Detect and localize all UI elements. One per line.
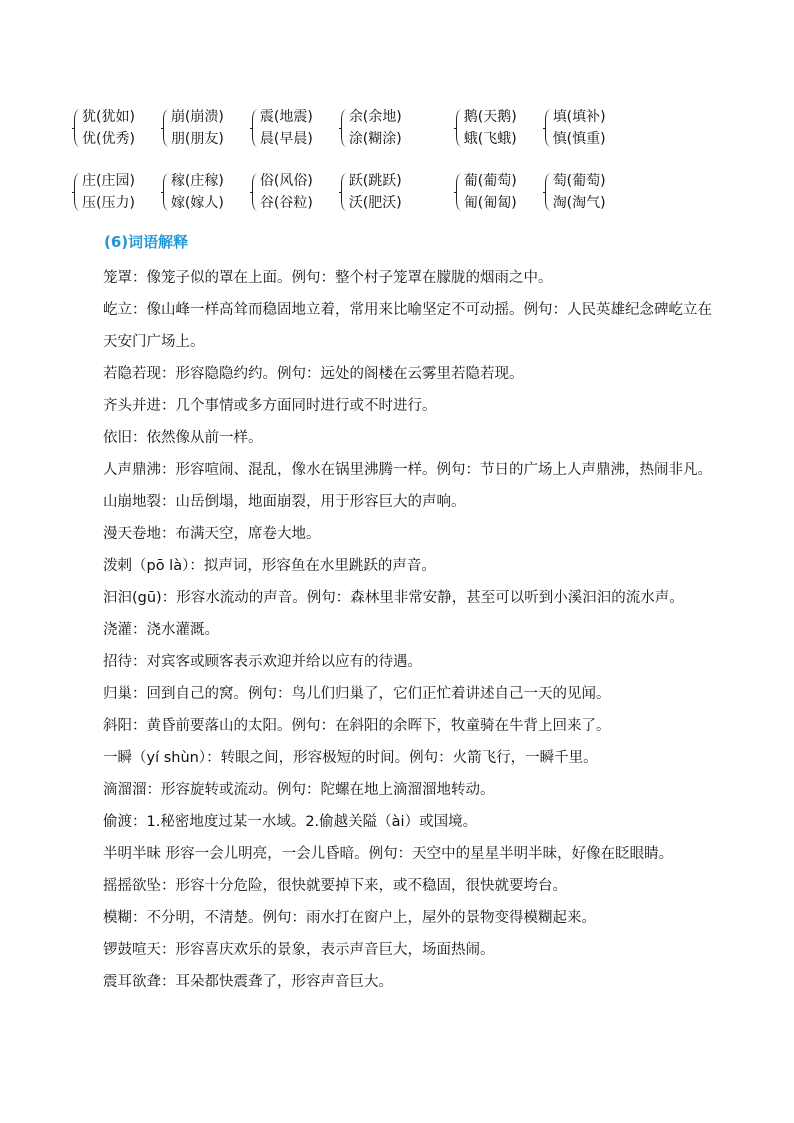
char-pairs-row-2: [72, 170, 632, 214]
char-pair: [161, 170, 224, 214]
char-pair: [339, 170, 402, 214]
definition-item: 归巢：回到自己的窝。例句：鸟儿们归巢了，它们正忙着讲述自己一天的见闻。: [103, 686, 611, 702]
char-word: 庄(庄园): [82, 173, 135, 189]
definition-item: 偷渡：1.秘密地度过某一水域。2.偷越关隘（ài）或国境。: [103, 814, 478, 830]
definition-item: 泼剌（pō là）：拟声词，形容鱼在水里跳跃的声音。: [103, 558, 436, 574]
char-word: 淘(淘气): [552, 195, 606, 211]
definition-item: 齐头并进：几个事情或多方面同时进行或不时进行。: [103, 398, 437, 414]
char-word: 鹅(天鹅): [463, 109, 517, 125]
definition-item: 一瞬（yí shùn）：转眼之间，形容极短的时间。例句：火箭飞行，一瞬千里。: [103, 750, 598, 766]
char-word: 崩(崩溃): [170, 109, 224, 125]
char-pair: [454, 170, 517, 214]
definition-item: 锣鼓喧天：形容喜庆欢乐的景象，表示声音巨大，场面热闹。: [103, 942, 495, 958]
brace-icon: [250, 106, 257, 150]
char-pair: [250, 170, 313, 214]
char-word: 填(填补): [552, 109, 606, 125]
brace-icon: [72, 106, 79, 150]
char-word: 谷(谷粒): [259, 195, 313, 211]
char-pair: [250, 106, 313, 150]
brace-icon: [161, 170, 168, 214]
definition-item: 模糊：不分明，不清楚。例句：雨水打在窗户上，屋外的景物变得模糊起来。: [103, 910, 596, 926]
definition-item: 摇摇欲坠：形容十分危险，很快就要掉下来，或不稳固，很快就要垮台。: [103, 878, 567, 894]
char-pairs-row-1: [72, 106, 632, 150]
definition-item: 人声鼎沸：形容喧闹、混乱，像水在锅里沸腾一样。例句：节日的广场上人声鼎沸，热闹非凡。: [103, 462, 712, 478]
definition-item: 滴溜溜：形容旋转或流动。例句：陀螺在地上滴溜溜地转动。: [103, 782, 495, 798]
brace-icon: [161, 106, 168, 150]
definition-item: 依旧：依然像从前一样。: [103, 430, 263, 446]
brace-icon: [339, 170, 346, 214]
char-pair: [339, 106, 402, 150]
brace-icon: [543, 170, 550, 214]
definition-item: 浇灌：浇水灌溉。: [103, 622, 219, 638]
char-pair: [161, 106, 224, 150]
char-word: 沃(肥沃): [348, 195, 402, 211]
definition-item: 震耳欲聋：耳朵都快震聋了，形容声音巨大。: [103, 974, 393, 990]
section-title: (6)词语解释: [104, 233, 189, 251]
definition-item: 招待：对宾客或顾客表示欢迎并给以应有的待遇。: [103, 654, 422, 670]
definition-item: 漫天卷地：布满天空，席卷大地。: [103, 526, 321, 542]
definition-item: 斜阳：黄昏前要落山的太阳。例句：在斜阳的余晖下，牧童骑在牛背上回来了。: [103, 718, 611, 734]
char-word: 朋(朋友): [170, 131, 224, 147]
brace-icon: [250, 170, 257, 214]
char-word: 慎(慎重): [552, 131, 606, 147]
definition-item: 若隐若现：形容隐隐约约。例句：远处的阁楼在云雾里若隐若现。: [103, 366, 524, 382]
char-word: 稼(庄稼): [170, 173, 224, 189]
char-word: 涂(糊涂): [348, 131, 402, 147]
definition-item: 半明半昧 形容一会儿明亮，一会儿昏暗。例句：天空中的星星半明半昧，好像在眨眼睛。: [103, 846, 674, 862]
brace-icon: [454, 106, 461, 150]
definition-item: 山崩地裂：山岳倒塌，地面崩裂，用于形容巨大的声响。: [103, 494, 466, 510]
brace-icon: [72, 170, 79, 214]
brace-icon: [543, 106, 550, 150]
definition-item: 汩汩(gū)：形容水流动的声音。例句：森林里非常安静，甚至可以听到小溪汩汩的流水声。: [103, 590, 684, 606]
char-word: 葡(葡萄): [463, 173, 517, 189]
char-word: 震(地震): [259, 109, 313, 125]
char-pair: [454, 106, 517, 150]
char-word: 匍(匍匐): [463, 195, 517, 211]
char-word: 优(优秀): [82, 131, 135, 147]
char-pair: [543, 106, 606, 150]
brace-icon: [454, 170, 461, 214]
char-pair: [72, 170, 135, 214]
char-word: 余(余地): [348, 109, 402, 125]
char-word: 俗(风俗): [259, 173, 313, 189]
definitions-list: [103, 262, 725, 998]
char-word: 犹(犹如): [82, 109, 135, 125]
char-word: 跃(跳跃): [348, 173, 402, 189]
char-pair: [72, 106, 135, 150]
char-word: 嫁(嫁人): [170, 195, 224, 211]
char-word: 晨(早晨): [259, 131, 313, 147]
char-word: 萄(葡萄): [552, 173, 606, 189]
char-pair: [543, 170, 606, 214]
definition-item: 屹立：像山峰一样高耸而稳固地立着，常用来比喻坚定不可动摇。例句：人民英雄纪念碑屹立在天安门广场上。: [103, 302, 712, 350]
char-word: 蛾(飞蛾): [463, 131, 517, 147]
brace-icon: [339, 106, 346, 150]
definition-item: 笼罩：像笼子似的罩在上面。例句：整个村子笼罩在朦胧的烟雨之中。: [103, 270, 553, 286]
char-word: 压(压力): [82, 195, 135, 211]
